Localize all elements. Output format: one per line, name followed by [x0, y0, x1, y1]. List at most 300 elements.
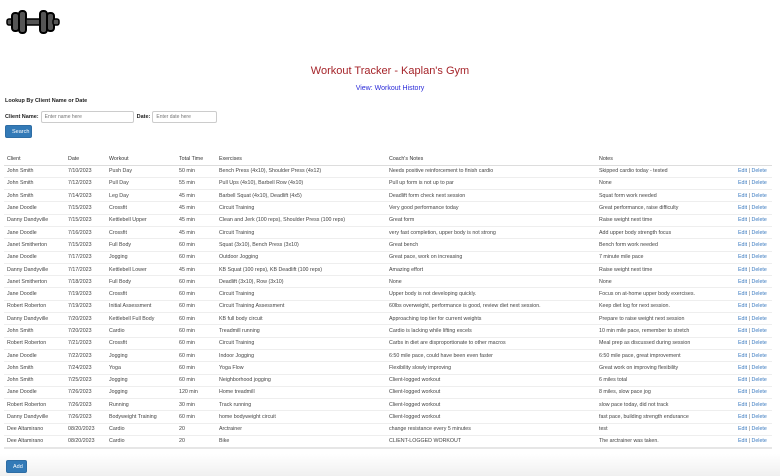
row-actions [735, 177, 772, 189]
action-separator: | [748, 217, 751, 224]
table-row [4, 202, 772, 214]
cell-total-time: 60 min [176, 325, 216, 337]
delete-link[interactable]: Delete [751, 192, 767, 199]
cell-coach-notes: Client-logged workout [386, 411, 596, 423]
delete-link[interactable]: Delete [751, 328, 767, 334]
cell-date: 7/20/2023 [65, 325, 106, 337]
action-separator: | [748, 401, 751, 408]
delete-link[interactable]: Delete [751, 168, 767, 175]
edit-link[interactable]: Edit [738, 303, 748, 310]
table-row [4, 399, 772, 411]
cell-total-time: 60 min [176, 362, 216, 374]
cell-exercises: Treadmill running [216, 325, 386, 337]
cell-total-time: 120 min [176, 386, 216, 398]
cell-workout: Initial Assessment [106, 300, 176, 312]
cell-exercises: Bike [216, 436, 386, 448]
edit-link[interactable]: Edit [738, 389, 748, 396]
cell-notes: 10 min mile pace, remember to stretch [596, 325, 735, 337]
cell-client: Janet Smitherton [4, 239, 65, 251]
add-button[interactable]: Add [6, 460, 27, 473]
page-title: Workout Tracker - Kaplan's Gym [310, 65, 470, 77]
cell-client: Danny Dandyville [4, 411, 65, 423]
action-separator: | [748, 254, 751, 261]
cell-date: 7/26/2023 [65, 399, 106, 411]
cell-exercises: Circuit Training Assessment [216, 300, 386, 312]
footer-shade [0, 454, 780, 476]
table-row [4, 251, 772, 263]
row-actions [735, 251, 772, 263]
delete-link[interactable]: Delete [751, 217, 767, 224]
cell-total-time: 60 min [176, 313, 216, 325]
cell-exercises: Circuit Training [216, 337, 386, 349]
action-separator: | [748, 340, 751, 347]
cell-exercises: Squat (3x10), Bench Press (3x10) [216, 239, 386, 251]
cell-client: Robert Roberton [4, 300, 65, 312]
delete-link[interactable]: Delete [751, 352, 767, 359]
row-actions [735, 362, 772, 374]
table-row [4, 214, 772, 226]
cell-total-time: 55 min [176, 177, 216, 189]
workout-history-link[interactable]: View: Workout History [355, 85, 425, 92]
cell-notes: Great performance, raise difficulty [596, 202, 735, 214]
cell-exercises: Neighborhood jogging [216, 374, 386, 386]
client-name-label: Client Name: [5, 114, 39, 120]
cell-exercises: Pull Ups (4x10), Barbell Row (4x10) [216, 177, 386, 189]
cell-coach-notes: Pull up form is not up to par [386, 177, 596, 189]
cell-exercises: Circuit Training [216, 202, 386, 214]
cell-date: 7/26/2023 [65, 386, 106, 398]
cell-workout: Crossfit [106, 226, 176, 238]
cell-date: 7/15/2023 [65, 239, 106, 251]
cell-date: 7/15/2023 [65, 214, 106, 226]
delete-link[interactable]: Delete [751, 377, 767, 384]
action-separator: | [748, 168, 751, 175]
edit-link[interactable]: Edit [738, 291, 748, 298]
row-actions [735, 263, 772, 275]
edit-link[interactable]: Edit [738, 438, 748, 445]
cell-exercises: Arctrainer [216, 423, 386, 435]
table-row [4, 362, 772, 374]
cell-notes: Bench form work needed [596, 239, 735, 251]
search-button[interactable]: Search [5, 125, 32, 138]
cell-notes: 8 miles, slow pace jog [596, 386, 735, 398]
edit-link[interactable]: Edit [738, 352, 748, 359]
table-row [4, 263, 772, 275]
cell-date: 08/20/2023 [65, 423, 106, 435]
cell-date: 7/10/2023 [65, 165, 106, 177]
cell-date: 7/20/2023 [65, 313, 106, 325]
cell-notes: fast pace, building strength endurance [596, 411, 735, 423]
action-separator: | [748, 426, 751, 433]
action-separator: | [748, 278, 751, 285]
cell-client: Jane Doodle [4, 288, 65, 300]
edit-link[interactable]: Edit [738, 315, 748, 322]
table-row [4, 436, 772, 448]
header-coach-notes: Coach's Notes [386, 153, 596, 165]
cell-client: Jane Doodle [4, 202, 65, 214]
cell-workout: Kettlebell Full Body [106, 313, 176, 325]
edit-link[interactable]: Edit [738, 192, 748, 199]
cell-total-time: 60 min [176, 276, 216, 288]
cell-workout: Kettlebell Lower [106, 263, 176, 275]
action-separator: | [748, 291, 751, 298]
cell-total-time: 60 min [176, 300, 216, 312]
cell-coach-notes: Amazing effort [386, 263, 596, 275]
action-separator: | [748, 438, 751, 445]
action-separator: | [748, 352, 751, 359]
cell-total-time: 45 min [176, 202, 216, 214]
cell-exercises: Yoga Flow [216, 362, 386, 374]
delete-link[interactable]: Delete [751, 291, 767, 298]
row-actions [735, 300, 772, 312]
row-actions [735, 325, 772, 337]
cell-exercises: Clean and Jerk (100 reps), Shoulder Press (100 reps) [216, 214, 386, 226]
cell-date: 7/12/2023 [65, 177, 106, 189]
cell-client: Jane Doodle [4, 349, 65, 361]
cell-client: Dee Altamirano [4, 423, 65, 435]
cell-date: 7/17/2023 [65, 251, 106, 263]
cell-workout: Push Day [106, 165, 176, 177]
action-separator: | [748, 389, 751, 396]
edit-link[interactable]: Edit [738, 241, 748, 248]
cell-coach-notes: Great form [386, 214, 596, 226]
cell-workout: Crossfit [106, 337, 176, 349]
delete-link[interactable]: Delete [751, 303, 767, 310]
table-row [4, 313, 772, 325]
action-separator: | [748, 328, 751, 334]
cell-notes: None [596, 177, 735, 189]
row-actions [735, 349, 772, 361]
cell-client: John Smith [4, 165, 65, 177]
table-row [4, 349, 772, 361]
header-actions [735, 153, 772, 165]
cell-date: 7/26/2023 [65, 411, 106, 423]
cell-workout: Kettlebell Upper [106, 214, 176, 226]
cell-exercises: KB full body circuit [216, 313, 386, 325]
cell-client: Danny Dandyville [4, 263, 65, 275]
cell-coach-notes: Great bench [386, 239, 596, 251]
cell-total-time: 60 min [176, 337, 216, 349]
edit-link[interactable]: Edit [738, 426, 748, 433]
row-actions [735, 165, 772, 177]
cell-client: John Smith [4, 190, 65, 202]
cell-date: 7/16/2023 [65, 226, 106, 238]
edit-link[interactable]: Edit [738, 377, 748, 384]
table-body [4, 165, 772, 448]
delete-link[interactable]: Delete [751, 205, 767, 212]
cell-exercises: Barbell Squat (4x10), Deadlift (4x5) [216, 190, 386, 202]
cell-client: Jane Doodle [4, 251, 65, 263]
cell-exercises: Circuit Training [216, 288, 386, 300]
dumbbell-icon [6, 8, 60, 36]
header-date: Date [65, 153, 106, 165]
cell-exercises: Track running [216, 399, 386, 411]
cell-notes: Great work on improving flexibility [596, 362, 735, 374]
edit-link[interactable]: Edit [738, 266, 748, 273]
cell-notes: 6:50 mile pace, great improvement [596, 349, 735, 361]
cell-workout: Running [106, 399, 176, 411]
cell-date: 7/19/2023 [65, 288, 106, 300]
cell-total-time: 45 min [176, 214, 216, 226]
header-total-time: Total Time [176, 153, 216, 165]
cell-date: 7/19/2023 [65, 300, 106, 312]
cell-total-time: 60 min [176, 251, 216, 263]
action-separator: | [748, 414, 751, 421]
delete-link[interactable]: Delete [751, 340, 767, 347]
row-actions [735, 337, 772, 349]
row-actions [735, 239, 772, 251]
cell-notes: slow pace today, did not track [596, 399, 735, 411]
delete-link[interactable]: Delete [751, 389, 767, 396]
table-row [4, 239, 772, 251]
action-separator: | [748, 229, 751, 236]
cell-total-time: 50 min [176, 165, 216, 177]
cell-coach-notes: Flexibility slowly improving [386, 362, 596, 374]
table-row [4, 386, 772, 398]
cell-notes: Raise weight next time [596, 214, 735, 226]
cell-coach-notes: change resistance every 5 minutes [386, 423, 596, 435]
cell-coach-notes: Carbs in diet are disproportionate to other macros [386, 337, 596, 349]
lookup-heading: Lookup By Client Name or Date [5, 98, 88, 104]
edit-link[interactable]: Edit [738, 328, 748, 334]
row-actions [735, 374, 772, 386]
cell-coach-notes: 6:50 mile pace, could have been even faster [386, 349, 596, 361]
table-header-row [4, 153, 772, 165]
delete-link[interactable]: Delete [751, 315, 767, 322]
cell-workout: Jogging [106, 251, 176, 263]
cell-client: Robert Roberton [4, 337, 65, 349]
delete-link[interactable]: Delete [751, 278, 767, 285]
cell-client: John Smith [4, 177, 65, 189]
edit-link[interactable]: Edit [738, 205, 748, 212]
edit-link[interactable]: Edit [738, 180, 748, 187]
cell-client: Janet Smitherton [4, 276, 65, 288]
cell-notes: 6 miles total [596, 374, 735, 386]
edit-link[interactable]: Edit [738, 414, 748, 421]
cell-notes: Focus on at-home upper body exercises. [596, 288, 735, 300]
row-actions [735, 411, 772, 423]
table-row [4, 374, 772, 386]
cell-client: Dee Altamirano [4, 436, 65, 448]
header-notes: Notes [596, 153, 735, 165]
cell-notes: The arctrainer was taken. [596, 436, 735, 448]
cell-notes: Keep diet log for next session. [596, 300, 735, 312]
cell-date: 7/18/2023 [65, 276, 106, 288]
cell-total-time: 45 min [176, 226, 216, 238]
cell-coach-notes: very fast completion, upper body is not strong [386, 226, 596, 238]
cell-workout: Pull Day [106, 177, 176, 189]
cell-exercises: Bench Press (4x10), Shoulder Press (4x12) [216, 165, 386, 177]
edit-link[interactable]: Edit [738, 254, 748, 261]
row-actions [735, 436, 772, 448]
cell-exercises: Outdoor Jogging [216, 251, 386, 263]
edit-link[interactable]: Edit [738, 229, 748, 236]
row-actions [735, 202, 772, 214]
cell-client: John Smith [4, 374, 65, 386]
delete-link[interactable]: Delete [751, 364, 767, 371]
delete-link[interactable]: Delete [751, 401, 767, 408]
delete-link[interactable]: Delete [751, 241, 767, 248]
workout-table [4, 153, 772, 449]
table-row [4, 190, 772, 202]
cell-date: 7/21/2023 [65, 337, 106, 349]
cell-exercises: Deadlift (3x10), Row (3x10) [216, 276, 386, 288]
action-separator: | [748, 377, 751, 384]
cell-total-time: 20 [176, 436, 216, 448]
cell-client: Danny Dandyville [4, 214, 65, 226]
cell-notes: Meal prep as discussed during session [596, 337, 735, 349]
header-client: Client [4, 153, 65, 165]
cell-workout: Crossfit [106, 202, 176, 214]
cell-coach-notes: None [386, 276, 596, 288]
cell-workout: Jogging [106, 349, 176, 361]
cell-notes: test [596, 423, 735, 435]
cell-date: 7/14/2023 [65, 190, 106, 202]
cell-workout: Leg Day [106, 190, 176, 202]
cell-coach-notes: Client-logged workout [386, 399, 596, 411]
cell-exercises: KB Squat (100 reps), KB Deadlift (100 reps) [216, 263, 386, 275]
header-exercises: Exercises [216, 153, 386, 165]
row-actions [735, 423, 772, 435]
action-separator: | [748, 315, 751, 322]
edit-link[interactable]: Edit [738, 217, 748, 224]
cell-exercises: Indoor Jogging [216, 349, 386, 361]
delete-link[interactable]: Delete [751, 414, 767, 421]
table-row [4, 300, 772, 312]
edit-link[interactable]: Edit [738, 168, 748, 175]
row-actions [735, 386, 772, 398]
cell-date: 7/22/2023 [65, 349, 106, 361]
cell-workout: Full Body [106, 276, 176, 288]
cell-coach-notes: Client-logged workout [386, 374, 596, 386]
edit-link[interactable]: Edit [738, 340, 748, 347]
cell-client: John Smith [4, 325, 65, 337]
action-separator: | [748, 266, 751, 273]
cell-exercises: home bodyweight circuit [216, 411, 386, 423]
row-actions [735, 276, 772, 288]
action-separator: | [748, 205, 751, 212]
cell-coach-notes: Needs positive reinforcement to finish cardio [386, 165, 596, 177]
cell-total-time: 60 min [176, 411, 216, 423]
cell-workout: Full Body [106, 239, 176, 251]
cell-date: 7/24/2023 [65, 362, 106, 374]
lookup-form [5, 98, 217, 123]
edit-link[interactable]: Edit [738, 401, 748, 408]
cell-workout: Bodyweight Training [106, 411, 176, 423]
cell-client: Jane Doodle [4, 386, 65, 398]
cell-client: John Smith [4, 362, 65, 374]
table-row [4, 226, 772, 238]
cell-exercises: Circuit Training [216, 226, 386, 238]
table-row [4, 288, 772, 300]
cell-client: Robert Roberton [4, 399, 65, 411]
cell-exercises: Home treadmill [216, 386, 386, 398]
action-separator: | [748, 241, 751, 248]
cell-total-time: 45 min [176, 190, 216, 202]
delete-link[interactable]: Delete [751, 229, 767, 236]
delete-link[interactable]: Delete [751, 254, 767, 261]
cell-notes: Raise weight next time [596, 263, 735, 275]
row-actions [735, 288, 772, 300]
cell-total-time: 45 min [176, 263, 216, 275]
cell-notes: Add upper body strength focus [596, 226, 735, 238]
delete-link[interactable]: Delete [751, 266, 767, 273]
cell-date: 7/25/2023 [65, 374, 106, 386]
cell-workout: Cardio [106, 423, 176, 435]
cell-workout: Jogging [106, 386, 176, 398]
action-separator: | [748, 303, 751, 310]
cell-date: 7/15/2023 [65, 202, 106, 214]
action-separator: | [748, 180, 751, 187]
row-actions [735, 313, 772, 325]
edit-link[interactable]: Edit [738, 278, 748, 285]
table-row [4, 177, 772, 189]
row-actions [735, 226, 772, 238]
table-row [4, 165, 772, 177]
cell-total-time: 60 min [176, 349, 216, 361]
table-row [4, 325, 772, 337]
delete-link[interactable]: Delete [751, 426, 767, 433]
row-actions [735, 214, 772, 226]
cell-total-time: 60 min [176, 239, 216, 251]
cell-workout: Cardio [106, 436, 176, 448]
cell-coach-notes: Approaching top tier for current weights [386, 313, 596, 325]
cell-coach-notes: Very good performance today [386, 202, 596, 214]
cell-workout: Cardio [106, 325, 176, 337]
cell-coach-notes: Client-logged workout [386, 386, 596, 398]
table-row [4, 411, 772, 423]
cell-notes: None [596, 276, 735, 288]
lookup-fields [5, 111, 217, 123]
delete-link[interactable]: Delete [751, 438, 767, 445]
action-separator: | [748, 364, 751, 371]
cell-notes: Squat form work needed [596, 190, 735, 202]
row-actions [735, 190, 772, 202]
cell-date: 7/17/2023 [65, 263, 106, 275]
delete-link[interactable]: Delete [751, 180, 767, 187]
cell-coach-notes: Deadlift form check next session [386, 190, 596, 202]
cell-workout: Jogging [106, 374, 176, 386]
client-name-input[interactable] [41, 111, 134, 123]
cell-date: 08/20/2023 [65, 436, 106, 448]
cell-coach-notes: Upper body is not developing quickly. [386, 288, 596, 300]
action-separator: | [748, 192, 751, 199]
date-label: Date: [136, 114, 151, 120]
cell-total-time: 30 min [176, 399, 216, 411]
header-workout: Workout [106, 153, 176, 165]
cell-total-time: 60 min [176, 288, 216, 300]
cell-notes: Skipped cardio today - tested [596, 165, 735, 177]
header [0, 65, 780, 95]
cell-coach-notes: Great pace, work on increasing [386, 251, 596, 263]
cell-notes: 7 minute mile pace [596, 251, 735, 263]
table-row [4, 337, 772, 349]
cell-workout: Yoga [106, 362, 176, 374]
cell-notes: Prepare to raise weight next session [596, 313, 735, 325]
cell-coach-notes: CLIENT-LOGGED WORKOUT [386, 436, 596, 448]
cell-workout: Crossfit [106, 288, 176, 300]
cell-total-time: 20 [176, 423, 216, 435]
table-row [4, 276, 772, 288]
edit-link[interactable]: Edit [738, 364, 748, 371]
cell-client: Jane Doodle [4, 226, 65, 238]
cell-coach-notes: Cardio is lacking while lifting excels [386, 325, 596, 337]
cell-coach-notes: 60lbs overweight, performance is good, review diet next session. [386, 300, 596, 312]
cell-total-time: 60 min [176, 374, 216, 386]
cell-client: Danny Dandyville [4, 313, 65, 325]
date-input[interactable] [152, 111, 217, 123]
row-actions [735, 399, 772, 411]
